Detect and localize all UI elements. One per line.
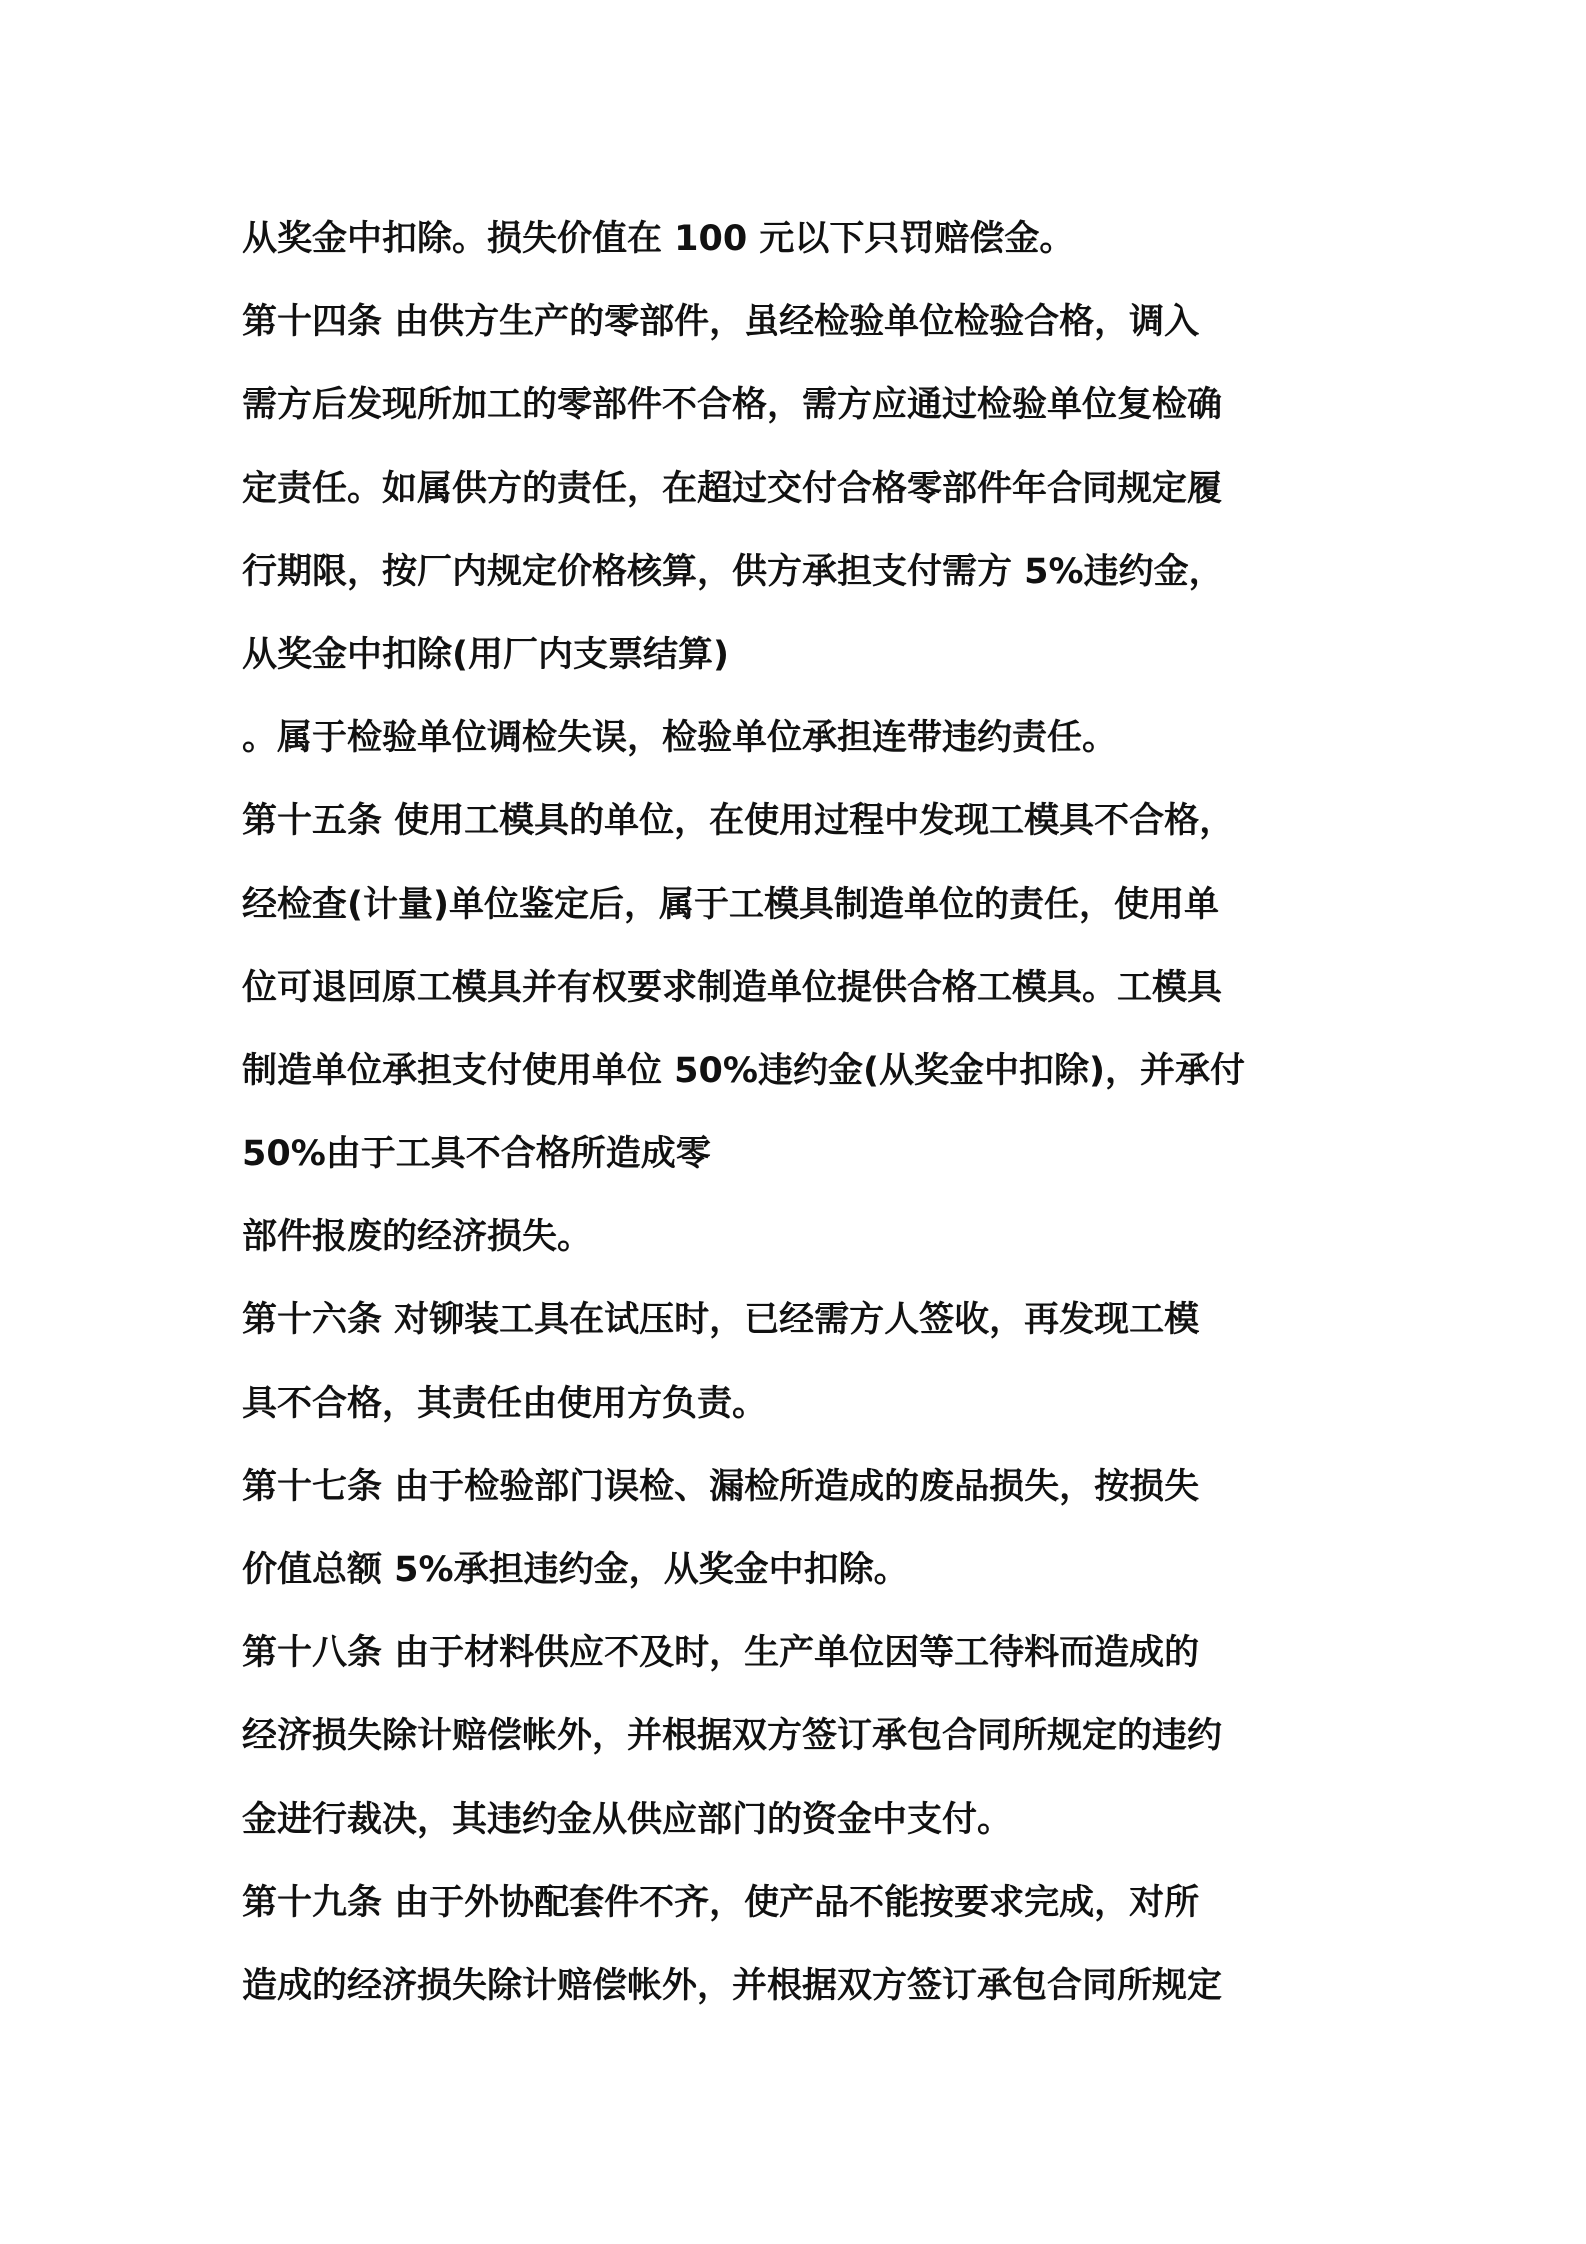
- text-line: 经济损失除计赔偿帐外，并根据双方签订承包合同所规定的违约: [242, 1716, 1223, 1757]
- text-line: 定责任。如属供方的责任，在超过交付合格零部件年合同规定履: [242, 468, 1223, 509]
- text-line: 第十四条 由供方生产的零部件，虽经检验单位检验合格，调入: [242, 302, 1200, 343]
- text-line: 第十六条 对铆装工具在试压时，已经需方人签收，再发现工模: [242, 1300, 1200, 1341]
- text-line: 位可退回原工模具并有权要求制造单位提供合格工模具。工模具: [242, 967, 1223, 1008]
- text-line: 部件报废的经济损失。: [242, 1217, 593, 1258]
- text-line: 第十九条 由于外协配套件不齐，使产品不能按要求完成，对所: [242, 1882, 1200, 1923]
- document-body: [242, 198, 1392, 2028]
- text-line: 需方后发现所加工的零部件不合格，需方应通过检验单位复检确: [242, 385, 1223, 426]
- text-line: 从奖金中扣除。损失价值在 100 元以下只罚赔偿金。: [242, 219, 1075, 259]
- text-line: 第十八条 由于材料供应不及时，生产单位因等工待料而造成的: [242, 1633, 1200, 1674]
- text-line: 。属于检验单位调检失误，检验单位承担连带违约责任。: [242, 718, 1118, 759]
- text-line: 制造单位承担支付使用单位 50%违约金(从奖金中扣除)，并承付: [242, 1050, 1245, 1091]
- text-line: 行期限，按厂内规定价格核算，供方承担支付需方 5%违约金，: [242, 551, 1224, 592]
- text-line: 50%由于工具不合格所造成零: [242, 1134, 711, 1175]
- text-line: 造成的经济损失除计赔偿帐外，并根据双方签订承包合同所规定: [242, 1965, 1223, 2006]
- text-line: 金进行裁决，其违约金从供应部门的资金中支付。: [242, 1799, 1013, 1840]
- text-line: 第十五条 使用工模具的单位，在使用过程中发现工模具不合格，: [242, 801, 1235, 842]
- text-line: 从奖金中扣除(用厂内支票结算): [242, 634, 729, 675]
- text-line: 经检查(计量)单位鉴定后，属于工模具制造单位的责任，使用单: [242, 884, 1219, 925]
- text-line: 具不合格，其责任由使用方负责。: [242, 1383, 768, 1424]
- text-line: 价值总额 5%承担违约金，从奖金中扣除。: [242, 1550, 909, 1590]
- text-line: 第十七条 由于检验部门误检、漏检所造成的废品损失，按损失: [242, 1466, 1200, 1507]
